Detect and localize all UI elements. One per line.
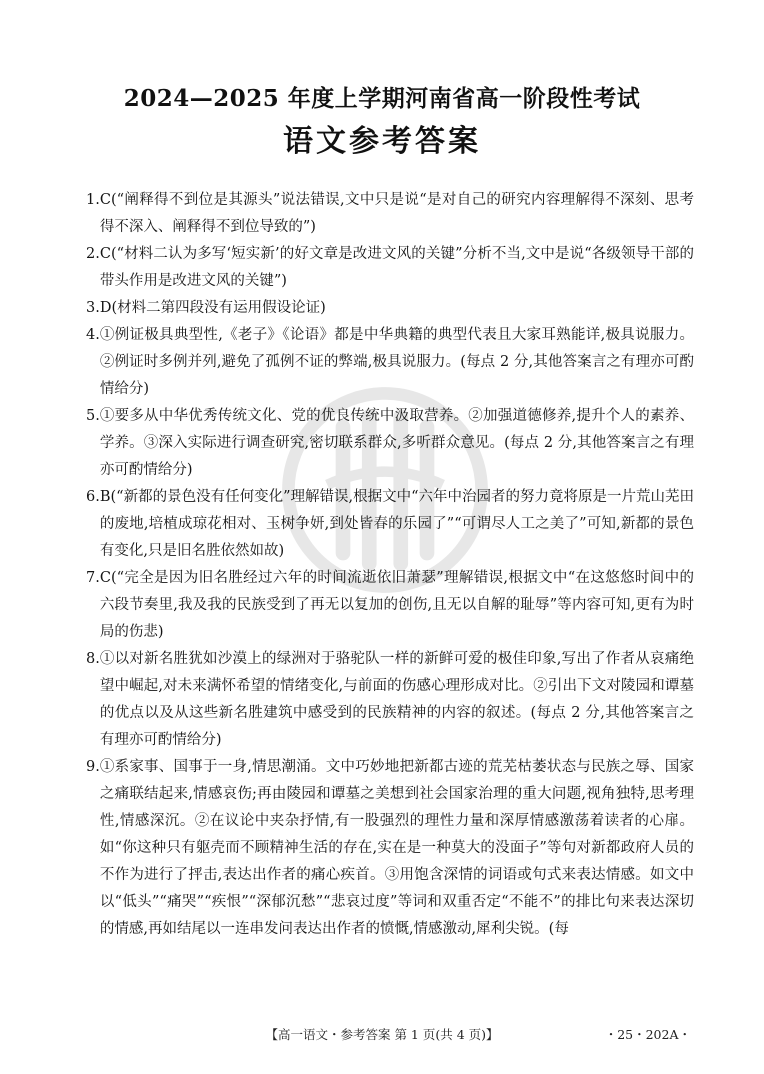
answer-item (86, 565, 694, 646)
answer-number: 4. (86, 327, 100, 343)
answer-number: 6. (86, 489, 100, 505)
answer-text: C(“阐释得不到位是其源头”说法错误,文中只是说“是对自己的研究内容理解得不深刻、思考得不深入、阐释得不到位导致的”) (99, 192, 694, 235)
answer-item (86, 241, 694, 295)
answer-number: 9. (86, 759, 100, 775)
answer-number: 7. (86, 570, 100, 586)
answer-item (86, 484, 694, 565)
page-subtitle: 语文参考答案 (283, 124, 481, 159)
answer-text: C(“完全是因为旧名胜经过六年的时间流逝依旧萧瑟”理解错误,根据文中“在这悠悠时间中的六段节奏里,我及我的民族受到了再无以复加的创伤,且无以自解的耻辱”等内容可知,更有为时局的伤悲) (99, 570, 694, 640)
answer-text: C(“材料二认为多写‘短实新’的好文章是改进文风的关键”分析不当,文中是说“各级领导干部的带头作用是改进文风的关键”) (99, 246, 694, 289)
page-title: 2024—2025 年度上学期河南省高一阶段性考试 (123, 85, 641, 112)
answer-item (86, 295, 694, 322)
answer-number: 3. (86, 300, 100, 316)
answer-text: D(材料二第四段没有运用假设论证) (99, 300, 326, 316)
answer-item (86, 187, 694, 241)
answer-number: 5. (86, 408, 100, 424)
answer-item (86, 322, 694, 403)
answer-text: B(“新都的景色没有任何变化”理解错误,根据文中“六年中治园者的努力竟将原是一片荒山芜田的废地,培植成琼花相对、玉树争妍,到处皆春的乐园了”“可谓尽人工之美了”可知,新都的景色有变化,只是旧名胜依然如故) (99, 489, 695, 559)
footer-code: ・25・202A・ (604, 1027, 691, 1042)
answer-text: ①例证极具典型性,《老子》《论语》都是中华典籍的典型代表且大家耳熟能详,极具说服力。②例证时多例并列,避免了孤例不证的弊端,极具说服力。(每点 2 分,其他答案言之有理亦可酌情给分) (99, 327, 694, 397)
footer-page-info: 【高一语文・参考答案 第 1 页(共 4 页)】 (265, 1027, 499, 1042)
answer-text: ①以对新名胜犹如沙漠上的绿洲对于骆驼队一样的新鲜可爱的极佳印象,写出了作者从哀痛绝望中崛起,对未来满怀希望的情绪变化,与前面的伤感心理形成对比。②引出下文对陵园和谭墓的优点以及从这些新名胜建筑中感受到的民族精神的内容的叙述。(每点 2 分,其他答案言之有理亦可酌情给分) (99, 651, 694, 748)
answer-item (86, 754, 694, 943)
answer-number: 8. (86, 651, 100, 667)
answer-number: 1. (86, 192, 100, 208)
answer-text: ①要多从中华优秀传统文化、党的优良传统中汲取营养。②加强道德修养,提升个人的素养、学养。③深入实际进行调查研究,密切联系群众,多听群众意见。(每点 2 分,其他答案言之有理亦可酌情给分) (99, 408, 694, 478)
answer-item (86, 646, 694, 754)
answer-list (86, 187, 694, 943)
answer-text: ①系家事、国事于一身,情思潮涌。文中巧妙地把新都古迹的荒芜枯萎状态与民族之辱、国家之痛联结起来,情感哀伤;再由陵园和谭墓之美想到社会国家治理的重大问题,视角独特,思考理性,情感深沉。②在议论中夹杂抒情,有一股强烈的理性力量和深厚情感激荡着读者的心扉。如“你这种只有躯壳而不顾精神生活的存在,实在是一种莫大的没面子”等句对新都政府人员的不作为进行了抨击,表达出作者的痛心疾首。③用饱含深情的词语或句式来表达情感。如文中以“低头”“痛哭”“疾恨”“深郁沉愁”“悲哀过度”等词和双重否定“不能不”的排比句来表达深切的情感,再如结尾以一连串发问表达出作者的愤慨,情感激动,犀利尖锐。(每 (99, 759, 694, 937)
answer-item (86, 403, 694, 484)
answer-number: 2. (86, 246, 100, 262)
page-footer (0, 1025, 764, 1045)
